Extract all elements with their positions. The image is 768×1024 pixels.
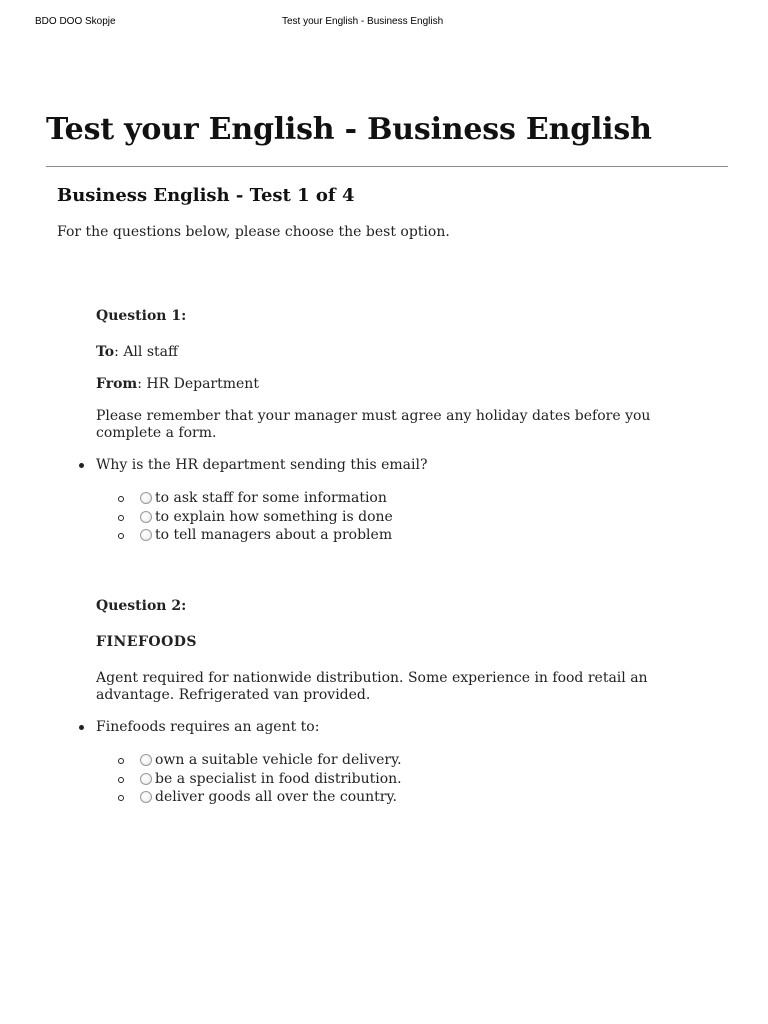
bullet-circle-icon (118, 515, 124, 521)
radio-button[interactable] (140, 791, 152, 803)
question-1-prompt: Why is the HR department sending this email? (96, 457, 428, 473)
option-label[interactable]: to explain how something is done (155, 508, 393, 525)
email-to-value: : All staff (114, 344, 178, 360)
email-from-value: : HR Department (137, 376, 259, 392)
question-2-prompt: Finefoods requires an agent to: (96, 719, 320, 735)
email-from-label: From (96, 376, 138, 392)
question-2-prompt-list (96, 719, 716, 807)
question-2-heading: Question 2: (96, 598, 187, 614)
print-header-site: BDO DOO Skopje (35, 16, 116, 27)
section-title: Business English - Test 1 of 4 (57, 185, 355, 206)
email-to-line (96, 344, 716, 361)
option-label[interactable]: to ask staff for some information (155, 490, 387, 507)
question-2 (96, 598, 716, 822)
bullet-circle-icon (118, 777, 124, 783)
question-1-heading: Question 1: (96, 308, 187, 324)
bullet-circle-icon (118, 533, 124, 539)
intro-text: For the questions below, please choose the best option. (57, 224, 450, 240)
question-2-options (140, 751, 716, 807)
radio-button[interactable] (140, 773, 152, 785)
question-1-prompt-item (96, 457, 716, 545)
bullet-circle-icon (118, 758, 124, 764)
print-header-title: Test your English - Business English (282, 16, 444, 27)
question-1-text: Please remember that your manager must agree any holiday dates before you complete a form. (96, 408, 651, 441)
bullet-disc-icon (79, 463, 84, 468)
bullet-circle-icon (118, 496, 124, 502)
question-2-option-b[interactable] (140, 770, 716, 789)
email-from-line (96, 376, 716, 393)
bullet-disc-icon (79, 725, 84, 730)
email-to-label: To (96, 344, 115, 360)
question-1-options (140, 489, 716, 545)
question-1-option-a[interactable] (140, 489, 716, 508)
question-1-prompt-list (96, 457, 716, 545)
bullet-circle-icon (118, 795, 124, 801)
question-2-text: Agent required for nationwide distribution. Some experience in food retail an advantage. Refrigerated van provided. (96, 670, 648, 703)
advert-brand: FINEFOODS (96, 634, 198, 650)
option-label[interactable]: be a specialist in food distribution. (155, 770, 402, 787)
radio-button[interactable] (140, 754, 152, 766)
question-2-prompt-item (96, 719, 716, 807)
radio-button[interactable] (140, 492, 152, 504)
page-title: Test your English - Business English (46, 112, 652, 147)
option-label[interactable]: to tell managers about a problem (155, 527, 393, 544)
question-1-option-b[interactable] (140, 508, 716, 527)
print-header (0, 16, 768, 30)
title-divider (46, 166, 728, 167)
radio-button[interactable] (140, 529, 152, 541)
question-1-option-c[interactable] (140, 526, 716, 545)
option-label[interactable]: deliver goods all over the country. (155, 789, 397, 806)
radio-button[interactable] (140, 511, 152, 523)
question-2-option-a[interactable] (140, 751, 716, 770)
option-label[interactable]: own a suitable vehicle for delivery. (155, 752, 402, 769)
question-1 (96, 308, 716, 560)
question-2-option-c[interactable] (140, 788, 716, 807)
